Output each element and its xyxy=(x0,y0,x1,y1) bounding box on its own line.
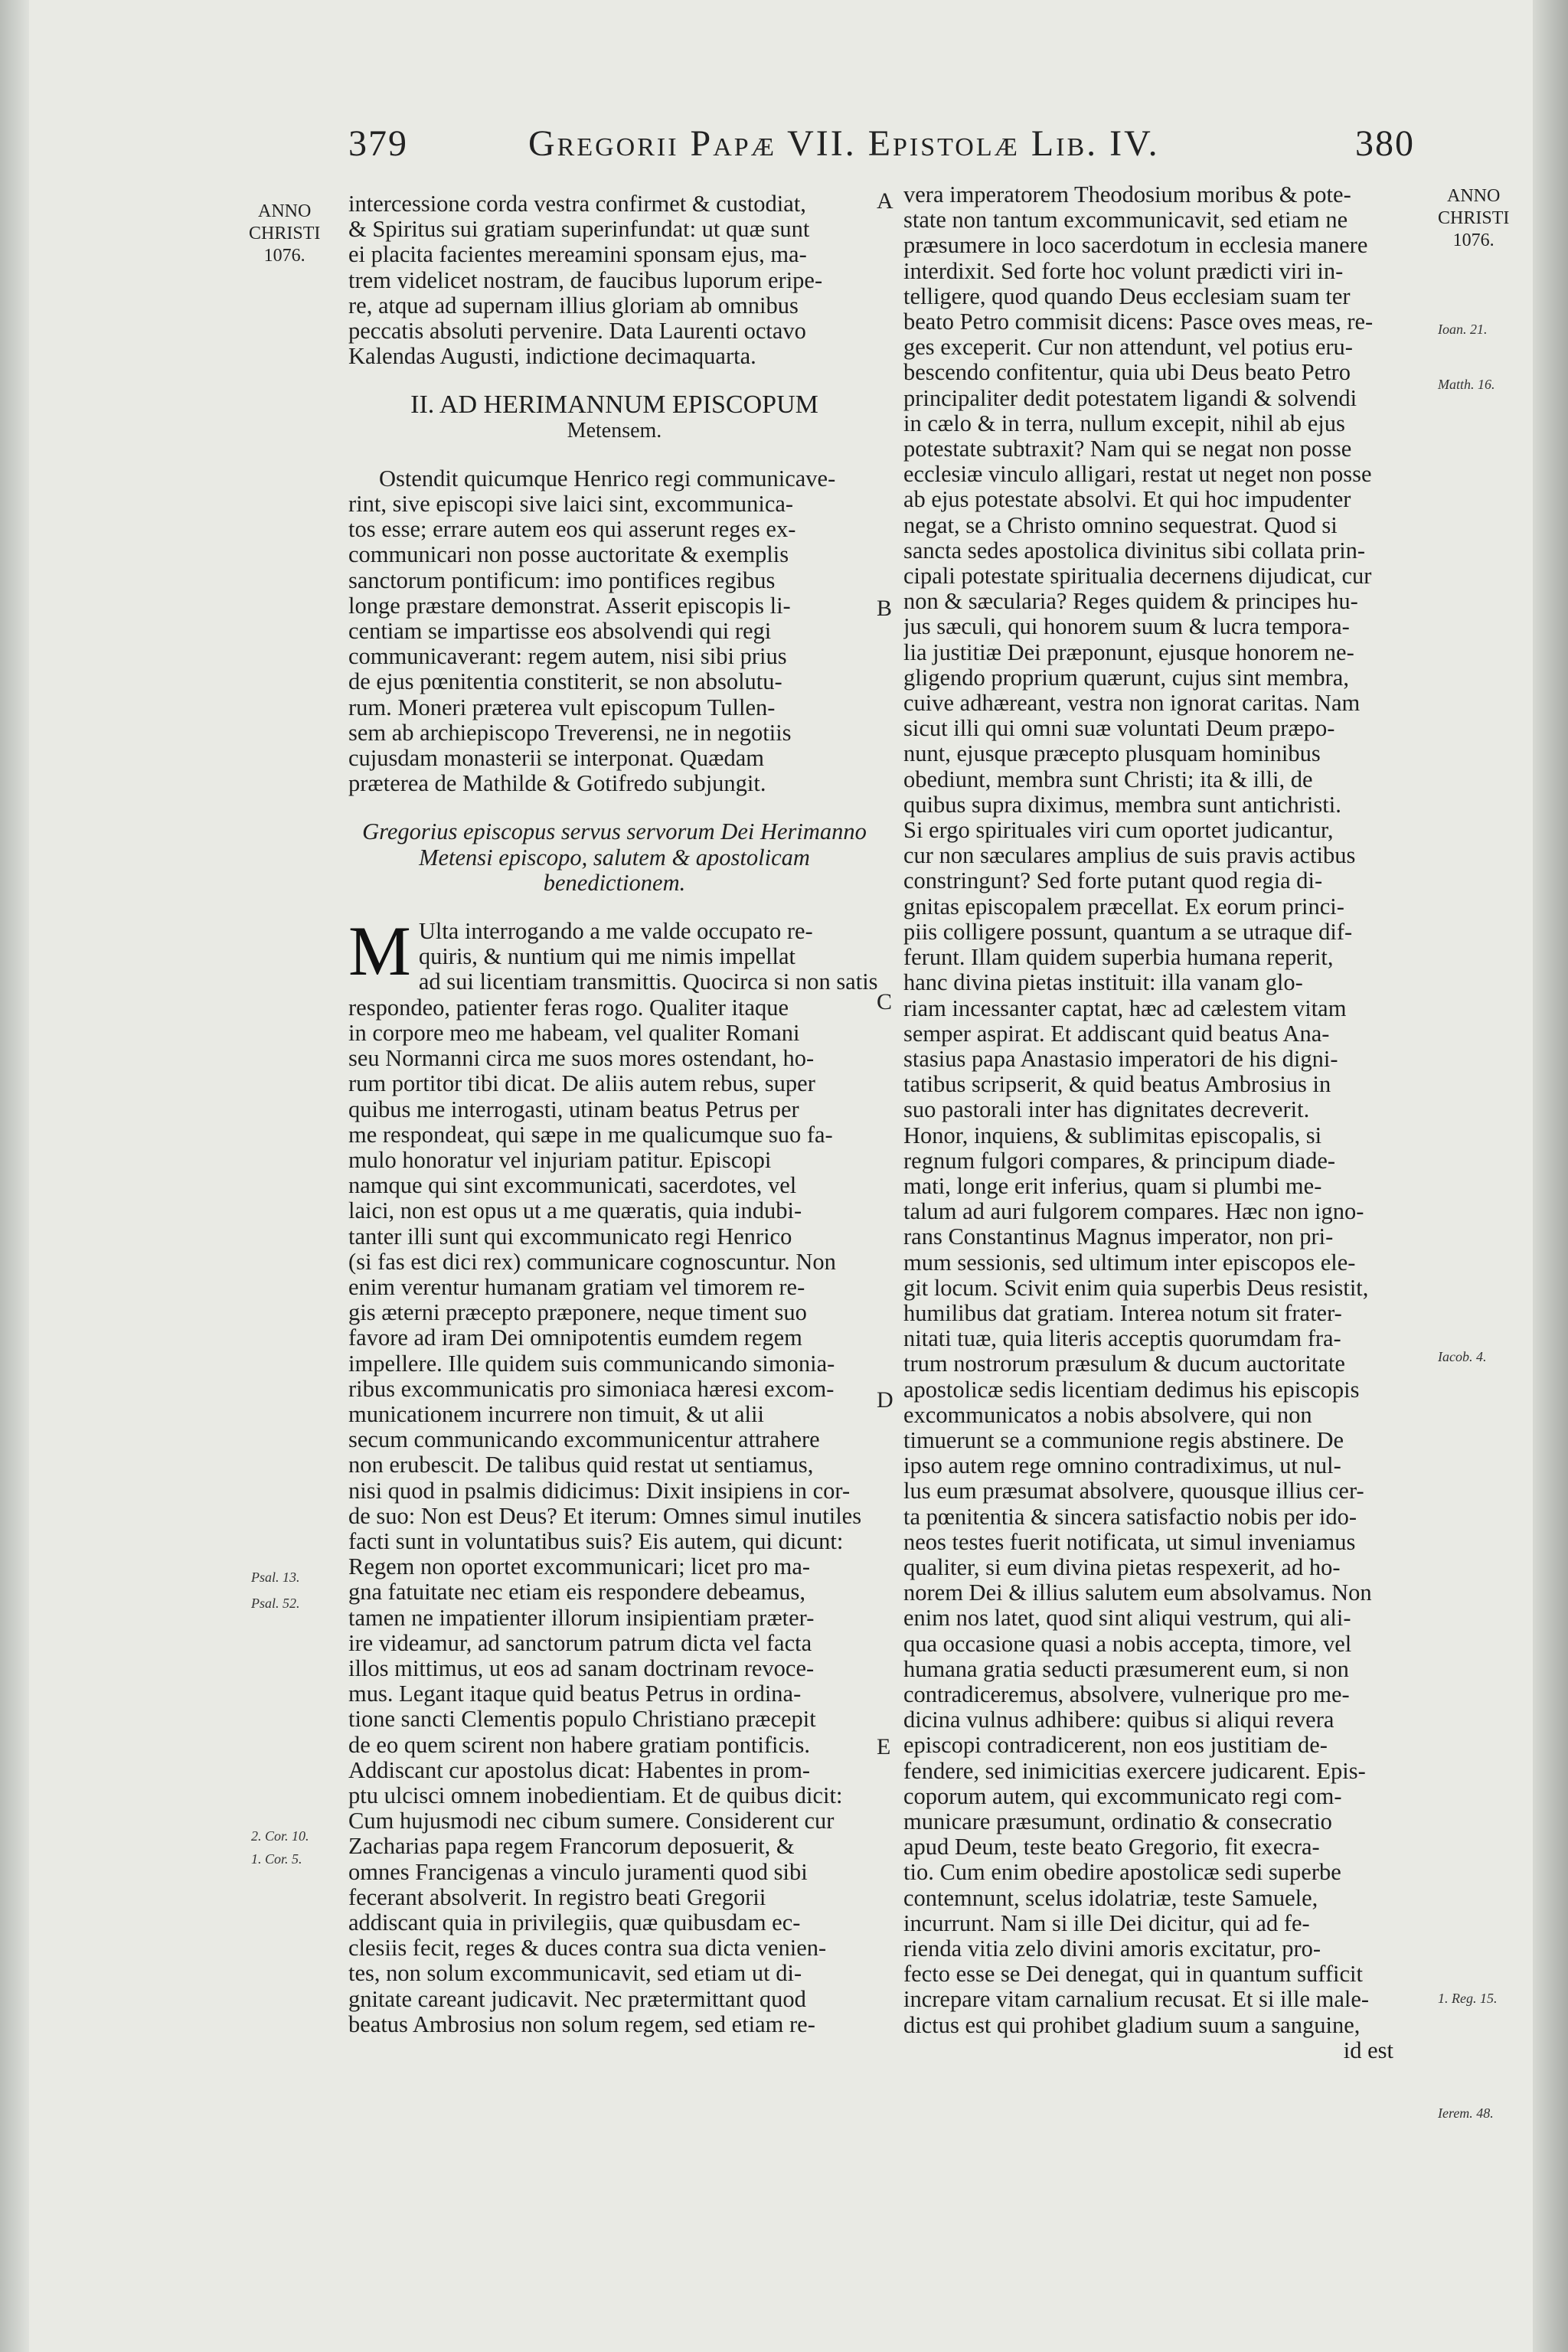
text-line: ta pœnitentia & sincera satisfactio nobis per ido- xyxy=(903,1504,1357,1530)
text-line: lia justitiæ Dei præponunt, ejusque honorem ne- xyxy=(903,639,1354,665)
text-line: Ostendit quicumque Henrico regi communicave- xyxy=(379,466,836,492)
text-line: non erubescit. De talibus quid restat ut sentiamus, xyxy=(348,1452,814,1478)
text-line: facti sunt in voluntatibus suis? Eis autem, qui dicunt: xyxy=(348,1528,844,1554)
text-line: ad sui licentiam transmittis. Quocirca si non satis xyxy=(418,969,878,995)
text-line: municare præsumunt, ordinatio & consecratio xyxy=(903,1809,1332,1834)
text-line: præterea de Mathilde & Gotifredo subjungit. xyxy=(348,771,766,797)
text-line: re, atque ad supernam illius gloriam ab omnibus xyxy=(348,292,799,318)
text-line: ire videamur, ad sanctorum patrum dicta vel facta xyxy=(348,1630,812,1656)
letter-closing-paragraph xyxy=(348,191,880,369)
left-text-column xyxy=(348,191,880,2037)
right-column-text xyxy=(903,182,1439,2038)
text-line: constringunt? Sed forte putant quod regia di- xyxy=(903,868,1323,894)
text-line: dicina vulnus adhibere: quibus si aliqui revera xyxy=(903,1707,1334,1733)
drop-cap-initial: M xyxy=(348,912,411,991)
text-line: Si ergo spirituales viri cum oportet judicantur, xyxy=(903,818,1334,844)
text-line: Metensi episcopo, salutem & apostolicam xyxy=(419,844,810,871)
text-line: cujusdam monasterii se interponat. Quædam xyxy=(348,746,764,772)
text-line: telligere, quod quando Deus ecclesiam suam ter xyxy=(903,283,1351,309)
text-line: cuive adhæreant, vestra non ignorat caritas. Nam xyxy=(903,691,1361,717)
text-line: in cælo & in terra, nullum excepit, nihil ab ejus xyxy=(903,410,1345,436)
text-line: addiscant quia in privilegiis, quæ quibusdam ec- xyxy=(348,1910,801,1936)
text-line: impellere. Ille quidem suis communicando simonia- xyxy=(348,1351,835,1377)
text-line: gna fatuitate nec etiam eis respondere debeamus, xyxy=(348,1579,806,1606)
section-marker-d: D xyxy=(877,1387,893,1413)
text-line: Regem non oportet excommunicari; licet pro ma- xyxy=(348,1554,811,1580)
text-line: mati, longe erit inferius, quam si plumbi me- xyxy=(903,1173,1322,1199)
text-line: norem Dei & illius salutem eum absolvamus. Non xyxy=(903,1580,1372,1606)
text-line: favore ad iram Dei omnipotentis eumdem regem xyxy=(348,1325,802,1351)
margin-note: Psal. 52. xyxy=(251,1596,300,1611)
text-line: beatus Ambrosius non solum regem, sed etiam re- xyxy=(348,2011,815,2037)
book-spine-shadow xyxy=(0,0,29,2352)
year-label-anno: ANNO xyxy=(258,201,312,221)
text-line: enim nos latet, quod sint aliqui vestrum, qui ali- xyxy=(903,1606,1351,1632)
text-line: negat, se a Christo omnino sequestrat. Quod si xyxy=(903,512,1338,538)
text-line: quiris, & nuntium qui me nimis impellat xyxy=(418,944,796,970)
text-line: tos esse; errare autem eos qui asserunt reges ex- xyxy=(348,517,796,543)
text-line: communicari non posse auctoritate & exemplis xyxy=(348,542,789,568)
text-line: tanter illi sunt qui excommunicato regi Henrico xyxy=(348,1223,792,1250)
text-line: jus sæculi, qui honorem suum & lucra tempora- xyxy=(903,614,1350,640)
text-line: bescendo confitentur, quia ubi Deus beato Petro xyxy=(903,360,1351,386)
text-line: nitati tuæ, quia literis acceptis quorumdam fra- xyxy=(903,1326,1341,1352)
text-line: peccatis absoluti pervenire. Data Laurenti octavo xyxy=(348,318,806,345)
text-line: mulo honoratur vel injuriam patitur. Episcopi xyxy=(348,1147,772,1173)
text-line: rans Constantinus Magnus imperator, non pri- xyxy=(903,1224,1334,1250)
text-line: tamen ne impatienter illorum insipientiam præter- xyxy=(348,1605,815,1631)
text-line: mum sessionis, sed ultimum inter episcopos ele- xyxy=(903,1250,1356,1276)
text-line: gnitas episcopalem præcellat. Ex eorum princi- xyxy=(903,893,1344,920)
text-line: state non tantum excommunicavit, sed etiam ne xyxy=(903,207,1348,234)
text-line: trum nostrorum præsulum & ducum auctoritate xyxy=(903,1351,1345,1377)
text-line: gnitate careant judicavit. Nec prætermittant quod xyxy=(348,1986,806,2012)
text-line: (si fas est dici rex) communicare cognoscuntur. Non xyxy=(348,1249,836,1275)
text-line: & Spiritus sui gratiam superinfundat: ut quæ sunt xyxy=(348,217,810,243)
text-line: principaliter dedit potestatem ligandi & solvendi xyxy=(903,385,1357,411)
text-line: non & sæcularia? Reges quidem & principes hu- xyxy=(903,589,1358,615)
text-line: lus eum præsumat absolvere, quousque illius cer- xyxy=(903,1478,1364,1504)
text-line: respondeo, patienter feras rogo. Qualiter itaque xyxy=(348,995,789,1021)
text-line: ei placita facientes mereamini sponsam ejus, ma- xyxy=(348,242,807,268)
text-line: excommunicatos a nobis absolvere, qui non xyxy=(903,1402,1312,1428)
text-line: fecerant absolverit. In registro beati Gregorii xyxy=(348,1884,766,1910)
text-line: sancta sedes apostolica divinitus sibi collata prin- xyxy=(903,537,1366,564)
text-line: timuerunt se a communione regis abstinere. De xyxy=(903,1427,1344,1453)
dropcap-lines xyxy=(348,919,880,969)
text-line: qualiter, si eum divina pietas respexerit, ad ho- xyxy=(903,1554,1341,1580)
text-line: coporum autem, qui excommunicato regi com- xyxy=(903,1783,1342,1809)
margin-note: 1. Reg. 15. xyxy=(1438,1991,1498,2006)
text-line: gis æterni præcepto præponere, neque timent suo xyxy=(348,1300,807,1326)
text-line: illos mittimus, ut eos ad sanam doctrinam revoce- xyxy=(348,1655,815,1681)
section-marker-c: C xyxy=(877,989,893,1014)
page-edge xyxy=(1533,0,1568,2352)
text-line: in corpore meo me habeam, vel qualiter Romani xyxy=(348,1020,800,1046)
text-line: apud Deum, teste beato Gregorio, fit execra- xyxy=(903,1834,1320,1860)
text-line: de eo quem scirent non habere gratiam pontificis. xyxy=(348,1732,811,1758)
text-line: beato Petro commisit dicens: Pasce oves meas, re- xyxy=(903,309,1374,335)
text-line: obediunt, membra sunt Christi; ita & illi, de xyxy=(903,766,1313,792)
text-line: nisi quod in psalmis didicimus: Dixit insipiens in cor- xyxy=(348,1478,851,1504)
epistle-body xyxy=(348,969,880,2037)
text-line: fecto esse se Dei denegat, qui in quantum sufficit xyxy=(903,1962,1363,1988)
text-line: seu Normanni circa me suos mores ostendant, ho- xyxy=(348,1046,815,1072)
text-line: ptu ulcisci omnem inobedientiam. Et de quibus dicit: xyxy=(348,1782,843,1808)
margin-note: Psal. 13. xyxy=(251,1570,300,1585)
year-label-year: 1076. xyxy=(1452,230,1494,250)
text-line: ipso autem rege omnino contradiximus, ut nul- xyxy=(903,1453,1341,1479)
text-line: potestate subtraxit? Nam qui se negat non posse xyxy=(903,436,1352,462)
text-line: municationem incurrere non timuit, & ut alii xyxy=(348,1401,764,1427)
section-marker-a: A xyxy=(877,188,893,214)
text-line: Gregorius episcopus servus servorum Dei Herimanno xyxy=(362,819,867,845)
text-line: sicut illi qui omni suæ voluntati Deum præpo- xyxy=(903,716,1335,742)
margin-note: 2. Cor. 10. xyxy=(251,1828,309,1844)
text-line: hanc divina pietas instituit: illa vanam glo- xyxy=(903,970,1303,996)
text-line: contemnunt, scelus idolatriæ, teste Samuele, xyxy=(903,1885,1318,1911)
section-marker-b: B xyxy=(877,596,893,621)
text-line: riam incessanter captat, hæc ad cælestem vitam xyxy=(903,995,1347,1021)
catchword: id est xyxy=(1343,2037,1393,2063)
text-line: rum portitor tibi dicat. De aliis autem rebus, super xyxy=(348,1071,815,1097)
text-line: rienda vitia zelo divini amoris excitatur, pro- xyxy=(903,1936,1321,1962)
text-line: me respondeat, qui sæpe in me qualicumque suo fa- xyxy=(348,1122,833,1148)
text-line: Addiscant cur apostolus dicat: Habentes in prom- xyxy=(348,1757,811,1783)
text-line: tes, non solum excommunicavit, sed etiam ut di- xyxy=(348,1961,802,1987)
text-line: gligendo proprium quærunt, cujus sint membra, xyxy=(903,665,1349,691)
epistle-summary xyxy=(348,466,880,797)
text-line: incurrunt. Nam si ille Dei dicitur, qui ad fe- xyxy=(903,1910,1310,1936)
text-line: git locum. Scivit enim quia superbis Deus resistit, xyxy=(903,1275,1369,1301)
year-label-year: 1076. xyxy=(263,246,305,266)
text-line: Ulta interrogando a me valde occupato re- xyxy=(418,919,813,945)
year-note-left xyxy=(249,201,320,267)
text-line: ab ejus potestate absolvi. Et qui hoc impudenter xyxy=(903,487,1351,513)
salutation xyxy=(348,819,880,896)
text-line: ribus excommunicatis pro simoniaca hæresi excom- xyxy=(348,1376,835,1402)
text-line: vera imperatorem Theodosium moribus & pote- xyxy=(903,182,1351,207)
margin-note: 1. Cor. 5. xyxy=(251,1851,302,1867)
margin-note: Ierem. 48. xyxy=(1438,2105,1494,2121)
text-line: piis colligere possunt, quantum a se utraque dif- xyxy=(903,919,1353,945)
text-line: de suo: Non est Deus? Et iterum: Omnes simul inutiles xyxy=(348,1503,862,1529)
text-line: tione sancti Clementis populo Christiano præcepit xyxy=(348,1707,816,1733)
text-line: benedictionem. xyxy=(543,870,686,896)
text-line: mus. Legant itaque quid beatus Petrus in ordina- xyxy=(348,1681,802,1707)
text-line: ferunt. Illam quidem superbia humana reperit, xyxy=(903,945,1334,971)
year-note-right xyxy=(1438,185,1509,252)
text-line: semper aspirat. Et addiscant quid beatus Ana- xyxy=(903,1021,1330,1047)
text-line: ecclesiæ vinculo alligari, restat ut neget non posse xyxy=(903,462,1372,488)
margin-note: Matth. 16. xyxy=(1438,377,1495,392)
text-line: longe præstare demonstrat. Asserit episcopis li- xyxy=(348,593,791,619)
running-title: Gregorii Papæ VII. Epistolæ Lib. IV. xyxy=(528,123,1160,164)
text-line: trem videlicet nostram, de faucibus luporum eripe- xyxy=(348,267,823,293)
text-line: namque qui sint excommunicati, sacerdotes, vel xyxy=(348,1173,797,1199)
text-line: apostolicæ sedis licentiam dedimus his episcopis xyxy=(903,1377,1360,1403)
year-label-christi: CHRISTI xyxy=(249,224,321,243)
margin-note: Iacob. 4. xyxy=(1438,1349,1487,1364)
margin-note: Ioan. 21. xyxy=(1438,322,1488,337)
text-line: tatibus scripserit, & quid beatus Ambrosius in xyxy=(903,1072,1331,1098)
text-line: fendere, sed inimicitias exercere judicarent. Epis- xyxy=(903,1758,1366,1784)
text-line: humana gratia seducti præsumerent eum, si non xyxy=(903,1656,1349,1682)
text-line: clesiis fecit, reges & duces contra sua dicta venien- xyxy=(348,1936,827,1962)
text-line: sem ab archiepiscopo Treverensi, ne in negotiis xyxy=(348,720,792,746)
text-line: tio. Cum enim obedire apostolicæ sedi superbe xyxy=(903,1860,1341,1886)
text-line: Kalendas Augusti, indictione decimaquarta. xyxy=(348,344,756,370)
text-line: quibus supra diximus, membra sunt antichristi. xyxy=(903,792,1341,818)
epistle-subtitle: Metensem. xyxy=(567,418,662,443)
page-number-right: 380 xyxy=(1355,123,1415,164)
text-line: sanctorum pontificum: imo pontifices regibus xyxy=(348,567,776,593)
text-line: omnes Francigenas a vinculo juramenti quod sibi xyxy=(348,1859,808,1885)
epistle-title: II. AD HERIMANNUM EPISCOPUM xyxy=(410,390,818,420)
text-line: de ejus pœnitentia constiterit, se non absolutu- xyxy=(348,669,782,695)
section-marker-e: E xyxy=(877,1734,891,1759)
year-label-anno: ANNO xyxy=(1447,186,1501,206)
text-line: communicaverant: regem autem, nisi sibi prius xyxy=(348,644,787,670)
text-line: regnum fulgori compares, & principum diade- xyxy=(903,1148,1336,1174)
text-line: ges exceperit. Cur non attendunt, vel potius eru- xyxy=(903,335,1353,361)
text-line: centiam se impartisse eos absolvendi qui regi xyxy=(348,619,772,645)
text-line: nunt, ejusque præcepto plusquam hominibus xyxy=(903,741,1321,767)
text-line: dictus est qui prohibet gladium suum a sanguine, xyxy=(903,2012,1361,2038)
text-line: humilibus dat gratiam. Interea notum sit frater- xyxy=(903,1300,1342,1326)
text-line: secum communicando excommunicentur attrahere xyxy=(348,1427,820,1453)
text-line: rint, sive episcopi sive laici sint, excommunica- xyxy=(348,492,794,518)
text-line: præsumere in loco sacerdotum in ecclesia manere xyxy=(903,233,1368,259)
text-line: increpare vitam carnalium recusat. Et si ille male- xyxy=(903,1987,1370,2013)
text-line: neos testes fuerit notificata, ut simul inveniamus xyxy=(903,1529,1356,1555)
text-line: episcopi contradicerent, non eos justitiam de- xyxy=(903,1733,1328,1759)
text-line: qua occasione quasi a nobis accepta, timore, vel xyxy=(903,1631,1352,1657)
text-line: enim verentur humanam gratiam vel timorem re- xyxy=(348,1274,805,1300)
page-number-left: 379 xyxy=(348,123,408,164)
year-label-christi: CHRISTI xyxy=(1438,208,1510,228)
text-line: cur non sæculares amplius de suis pravis actibus xyxy=(903,843,1356,869)
text-line: Zacharias papa regem Francorum deposuerit, & xyxy=(348,1834,795,1860)
text-line: Cum hujusmodi nec cibum sumere. Considerent cur xyxy=(348,1808,835,1834)
text-line: interdixit. Sed forte hoc volunt prædicti viri in- xyxy=(903,258,1344,284)
text-line: talum ad auri fulgorem compares. Hæc non igno- xyxy=(903,1199,1364,1225)
right-text-column xyxy=(903,182,1439,2063)
text-line: Honor, inquiens, & sublimitas episcopalis, si xyxy=(903,1122,1322,1148)
text-line: laici, non est opus ut a me quæratis, quia indubi- xyxy=(348,1198,802,1224)
text-line: cipali potestate spiritualia decernens dijudicat, cur xyxy=(903,564,1372,590)
text-line: stasius papa Anastasio imperatori de his digni- xyxy=(903,1046,1338,1072)
text-line: suo pastorali inter has dignitates decreverit. xyxy=(903,1097,1310,1123)
text-line: intercessione corda vestra confirmet & custodiat, xyxy=(348,191,806,217)
text-line: contradiceremus, absolvere, vulnerique pro me- xyxy=(903,1681,1350,1707)
text-line: quibus me interrogasti, utinam beatus Petrus per xyxy=(348,1096,799,1122)
text-line: rum. Moneri præterea vult episcopum Tullen- xyxy=(348,694,776,720)
